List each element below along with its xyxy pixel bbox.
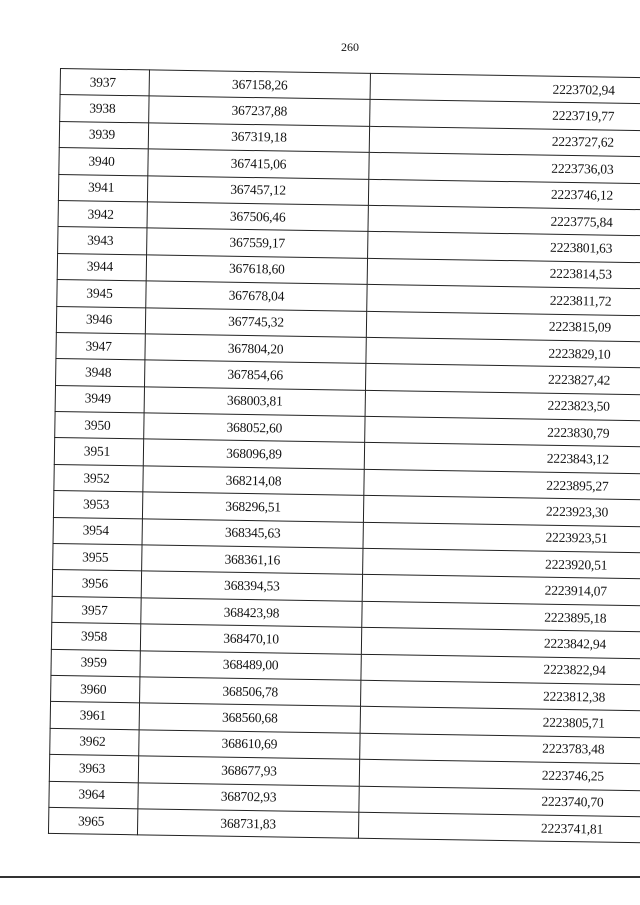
point-number-cell: 3955 <box>53 543 142 571</box>
x-coordinate-cell: 368677,93 <box>138 756 359 786</box>
y-coordinate-cell: 2223783,48 <box>360 733 640 764</box>
x-coordinate-cell: 367457,12 <box>147 175 368 205</box>
y-coordinate-cell: 2223775,84 <box>368 205 640 236</box>
x-coordinate-cell: 367319,18 <box>148 123 369 153</box>
y-coordinate-cell: 2223827,42 <box>365 364 640 395</box>
x-coordinate-cell: 368731,83 <box>137 809 358 839</box>
point-number-cell: 3952 <box>54 464 143 492</box>
x-coordinate-cell: 367745,32 <box>145 307 366 337</box>
table-body <box>48 69 640 844</box>
x-coordinate-cell: 367158,26 <box>149 70 370 100</box>
point-number-cell: 3944 <box>57 253 146 281</box>
x-coordinate-cell: 368296,51 <box>142 492 363 522</box>
y-coordinate-cell: 2223822,94 <box>361 654 640 685</box>
y-coordinate-cell: 2223801,63 <box>368 232 640 263</box>
point-number-cell: 3938 <box>60 95 149 123</box>
point-number-cell: 3961 <box>50 702 139 730</box>
point-number-cell: 3963 <box>49 755 138 783</box>
x-coordinate-cell: 367618,60 <box>146 255 367 285</box>
point-number-cell: 3948 <box>56 359 145 387</box>
point-number-cell: 3943 <box>58 227 147 255</box>
point-number-cell: 3960 <box>51 675 140 703</box>
y-coordinate-cell: 2223814,53 <box>367 258 640 289</box>
point-number-cell: 3954 <box>53 517 142 545</box>
point-number-cell: 3957 <box>52 596 141 624</box>
x-coordinate-cell: 368003,81 <box>144 387 365 417</box>
scan-bottom-edge-line <box>0 876 640 878</box>
x-coordinate-cell: 367506,46 <box>147 202 368 232</box>
x-coordinate-cell: 368052,60 <box>144 413 365 443</box>
point-number-cell: 3946 <box>56 306 145 334</box>
point-number-cell: 3953 <box>53 491 142 519</box>
point-number-cell: 3958 <box>51 623 140 651</box>
point-number-cell: 3950 <box>55 412 144 440</box>
point-number-cell: 3937 <box>60 69 149 97</box>
point-number-cell: 3956 <box>52 570 141 598</box>
x-coordinate-cell: 368506,78 <box>140 677 361 707</box>
y-coordinate-cell: 2223815,09 <box>366 311 640 342</box>
point-number-cell: 3939 <box>59 121 148 149</box>
coordinates-table <box>48 68 640 844</box>
point-number-cell: 3951 <box>54 438 143 466</box>
point-number-cell: 3959 <box>51 649 140 677</box>
y-coordinate-cell: 2223746,12 <box>368 179 640 210</box>
point-number-cell: 3962 <box>50 728 139 756</box>
x-coordinate-cell: 368470,10 <box>140 624 361 654</box>
y-coordinate-cell: 2223843,12 <box>364 443 640 474</box>
point-number-cell: 3949 <box>55 385 144 413</box>
y-coordinate-cell: 2223812,38 <box>361 680 640 711</box>
y-coordinate-cell: 2223702,94 <box>370 73 640 104</box>
y-coordinate-cell: 2223829,10 <box>366 337 640 368</box>
y-coordinate-cell: 2223823,50 <box>365 390 640 421</box>
x-coordinate-cell: 367854,66 <box>145 360 366 390</box>
point-number-cell: 3940 <box>59 148 148 176</box>
y-coordinate-cell: 2223719,77 <box>370 100 640 131</box>
point-number-cell: 3942 <box>58 200 147 228</box>
x-coordinate-cell: 368489,00 <box>140 650 361 680</box>
x-coordinate-cell: 367559,17 <box>147 228 368 258</box>
x-coordinate-cell: 368394,53 <box>141 571 362 601</box>
x-coordinate-cell: 368560,68 <box>139 703 360 733</box>
x-coordinate-cell: 367804,20 <box>145 334 366 364</box>
point-number-cell: 3947 <box>56 332 145 360</box>
y-coordinate-cell: 2223830,79 <box>365 416 640 447</box>
y-coordinate-cell: 2223842,94 <box>361 628 640 659</box>
x-coordinate-cell: 368610,69 <box>139 730 360 760</box>
point-number-cell: 3945 <box>57 280 146 308</box>
y-coordinate-cell: 2223805,71 <box>360 707 640 738</box>
y-coordinate-cell: 2223923,51 <box>363 522 640 553</box>
y-coordinate-cell: 2223741,81 <box>358 812 640 843</box>
coordinates-table-container <box>48 68 615 843</box>
y-coordinate-cell: 2223811,72 <box>367 284 640 315</box>
point-number-cell: 3964 <box>49 781 138 809</box>
y-coordinate-cell: 2223746,25 <box>359 759 640 790</box>
y-coordinate-cell: 2223736,03 <box>369 153 640 184</box>
x-coordinate-cell: 368423,98 <box>141 598 362 628</box>
x-coordinate-cell: 367415,06 <box>148 149 369 179</box>
x-coordinate-cell: 367237,88 <box>149 96 370 126</box>
point-number-cell: 3941 <box>58 174 147 202</box>
y-coordinate-cell: 2223740,70 <box>359 786 640 817</box>
y-coordinate-cell: 2223895,27 <box>364 469 640 500</box>
y-coordinate-cell: 2223895,18 <box>362 601 640 632</box>
y-coordinate-cell: 2223920,51 <box>363 548 640 579</box>
page-number: 260 <box>341 40 359 54</box>
point-number-cell: 3965 <box>48 807 137 835</box>
x-coordinate-cell: 368361,16 <box>142 545 363 575</box>
y-coordinate-cell: 2223727,62 <box>369 126 640 157</box>
x-coordinate-cell: 368214,08 <box>143 466 364 496</box>
x-coordinate-cell: 368345,63 <box>142 518 363 548</box>
x-coordinate-cell: 368096,89 <box>143 439 364 469</box>
y-coordinate-cell: 2223914,07 <box>362 575 640 606</box>
y-coordinate-cell: 2223923,30 <box>363 496 640 527</box>
x-coordinate-cell: 368702,93 <box>138 782 359 812</box>
x-coordinate-cell: 367678,04 <box>146 281 367 311</box>
